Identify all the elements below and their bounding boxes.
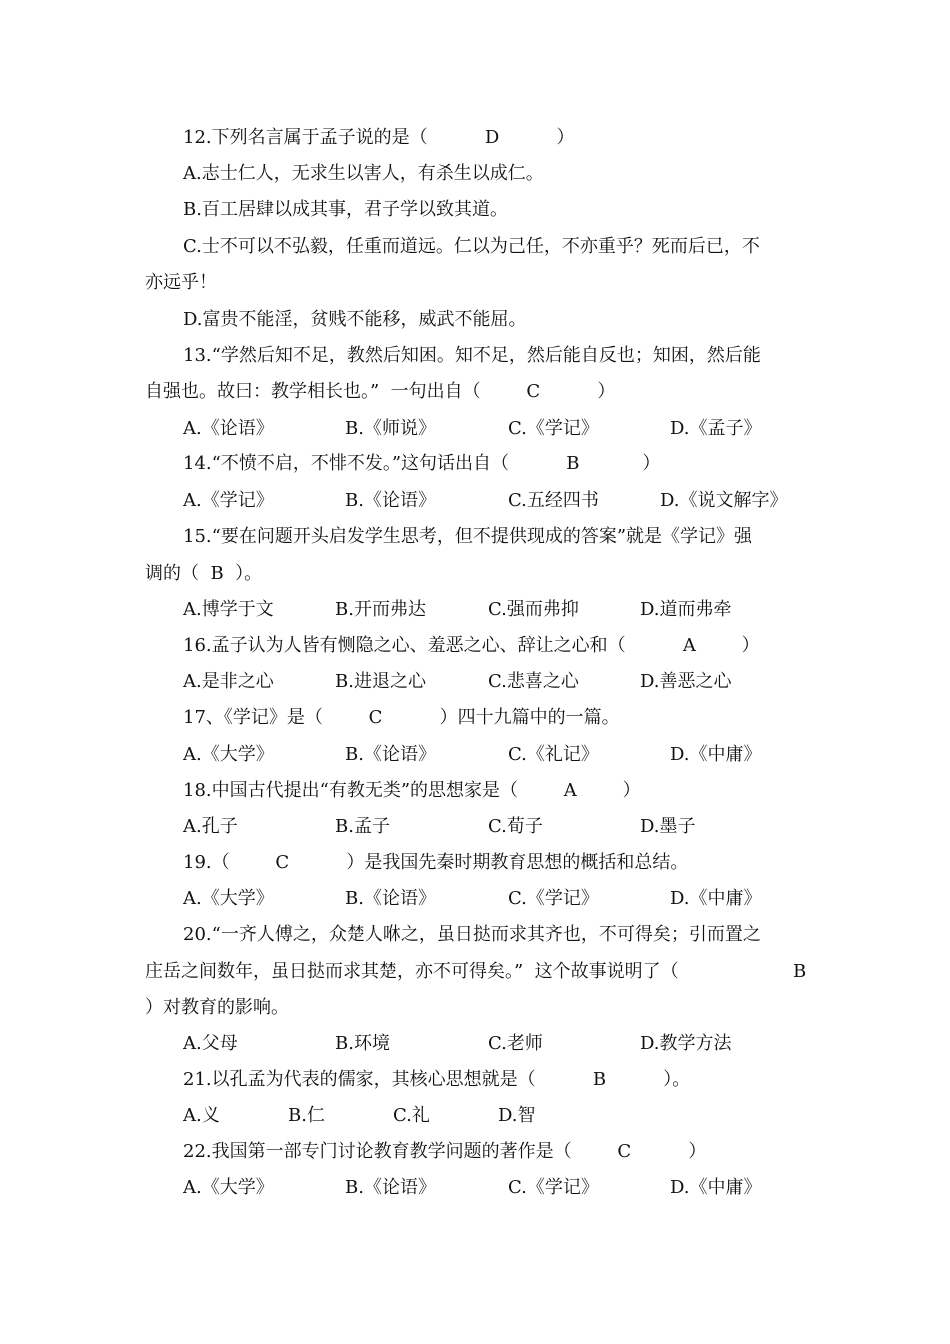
question-17-option-d: D.《中庸》 [670, 744, 762, 765]
question-14-option-d: D.《说文解字》 [660, 490, 788, 511]
question-13-option-a: A.《论语》 [183, 418, 274, 439]
question-15-option-b: B.开而弗达 [335, 599, 426, 620]
question-21-option-c: C.礼 [393, 1105, 430, 1126]
question-22: 22.我国第一部专门讨论教育教学问题的著作是（ C ） [183, 1141, 707, 1162]
question-12: 12.下列名言属于孟子说的是（ D ） [183, 127, 575, 148]
question-15-option-a: A.博学于文 [183, 599, 274, 620]
question-20-line-3: ）对教育的影响。 [145, 997, 289, 1018]
question-15-line-2: 调的（ B ）。 [145, 563, 263, 584]
question-20-option-a: A.父母 [183, 1033, 238, 1054]
question-16-option-b: B.进退之心 [335, 671, 426, 692]
question-17-option-b: B.《论语》 [345, 744, 436, 765]
question-20-line-2: 庄岳之间数年，虽日挞而求其楚，亦不可得矣。” 这个故事说明了（ [145, 961, 679, 982]
question-19-option-d: D.《中庸》 [670, 888, 762, 909]
question-20-option-b: B.环境 [335, 1033, 390, 1054]
question-22-option-c: C.《学记》 [508, 1177, 599, 1198]
question-20-option-c: C.老师 [488, 1033, 543, 1054]
question-20-answer: B [793, 961, 807, 982]
question-12-option-a: A.志士仁人，无求生以害人，有杀生以成仁。 [183, 163, 544, 184]
question-18-option-d: D.墨子 [640, 816, 696, 837]
question-13-option-b: B.《师说》 [345, 418, 436, 439]
question-14: 14.“不愤不启，不悱不发。”这句话出自（ B ） [183, 453, 661, 474]
question-14-option-b: B.《论语》 [345, 490, 436, 511]
question-16: 16.孟子认为人皆有恻隐之心、羞恶之心、辞让之心和（ A ） [183, 635, 760, 656]
question-15-line-1: 15.“要在问题开头启发学生思考，但不提供现成的答案”就是《学记》强 [183, 526, 753, 547]
question-12-option-b: B.百工居肆以成其事，君子学以致其道。 [183, 199, 508, 220]
question-21: 21.以孔孟为代表的儒家，其核心思想就是（ B ）。 [183, 1069, 691, 1090]
question-18-option-a: A.孔子 [183, 816, 238, 837]
question-14-option-a: A.《学记》 [183, 490, 274, 511]
question-19-option-c: C.《学记》 [508, 888, 599, 909]
question-22-option-b: B.《论语》 [345, 1177, 436, 1198]
question-16-option-d: D.善恶之心 [640, 671, 732, 692]
question-21-option-a: A.义 [183, 1105, 220, 1126]
question-17-option-a: A.《大学》 [183, 744, 274, 765]
question-19: 19.（ C ）是我国先秦时期教育思想的概括和总结。 [183, 852, 689, 873]
question-19-option-b: B.《论语》 [345, 888, 436, 909]
question-15-option-c: C.强而弗抑 [488, 599, 579, 620]
question-13-option-c: C.《学记》 [508, 418, 599, 439]
question-13-line-2: 自强也。故曰：教学相长也。” 一句出自（ C ） [145, 381, 616, 402]
question-18-option-c: C.荀子 [488, 816, 543, 837]
question-13-line-1: 13.“学然后知不足，教然后知困。知不足，然后能自反也；知困，然后能 [183, 345, 761, 366]
question-12-option-c: C.士不可以不弘毅，任重而道远。仁以为己任，不亦重乎？死而后已，不 [183, 236, 760, 257]
question-15-option-d: D.道而弗牵 [640, 599, 732, 620]
question-22-option-a: A.《大学》 [183, 1177, 274, 1198]
question-12-option-c-cont: 亦远乎！ [145, 272, 217, 293]
question-12-option-d: D.富贵不能淫，贫贱不能移，威武不能屈。 [183, 309, 527, 330]
question-17: 17、《学记》是（ C ）四十九篇中的一篇。 [183, 707, 620, 728]
question-14-option-c: C.五经四书 [508, 490, 599, 511]
question-13-option-d: D.《孟子》 [670, 418, 762, 439]
question-22-option-d: D.《中庸》 [670, 1177, 762, 1198]
question-16-option-c: C.悲喜之心 [488, 671, 579, 692]
question-21-option-d: D.智 [498, 1105, 536, 1126]
question-19-option-a: A.《大学》 [183, 888, 274, 909]
question-18-option-b: B.孟子 [335, 816, 390, 837]
question-21-option-b: B.仁 [288, 1105, 325, 1126]
question-18: 18.中国古代提出“有教无类”的思想家是（ A ） [183, 780, 641, 801]
question-20-line-1: 20.“一齐人傅之，众楚人咻之，虽日挞而求其齐也，不可得矣；引而置之 [183, 924, 761, 945]
question-17-option-c: C.《礼记》 [508, 744, 599, 765]
question-16-option-a: A.是非之心 [183, 671, 274, 692]
question-20-option-d: D.教学方法 [640, 1033, 732, 1054]
